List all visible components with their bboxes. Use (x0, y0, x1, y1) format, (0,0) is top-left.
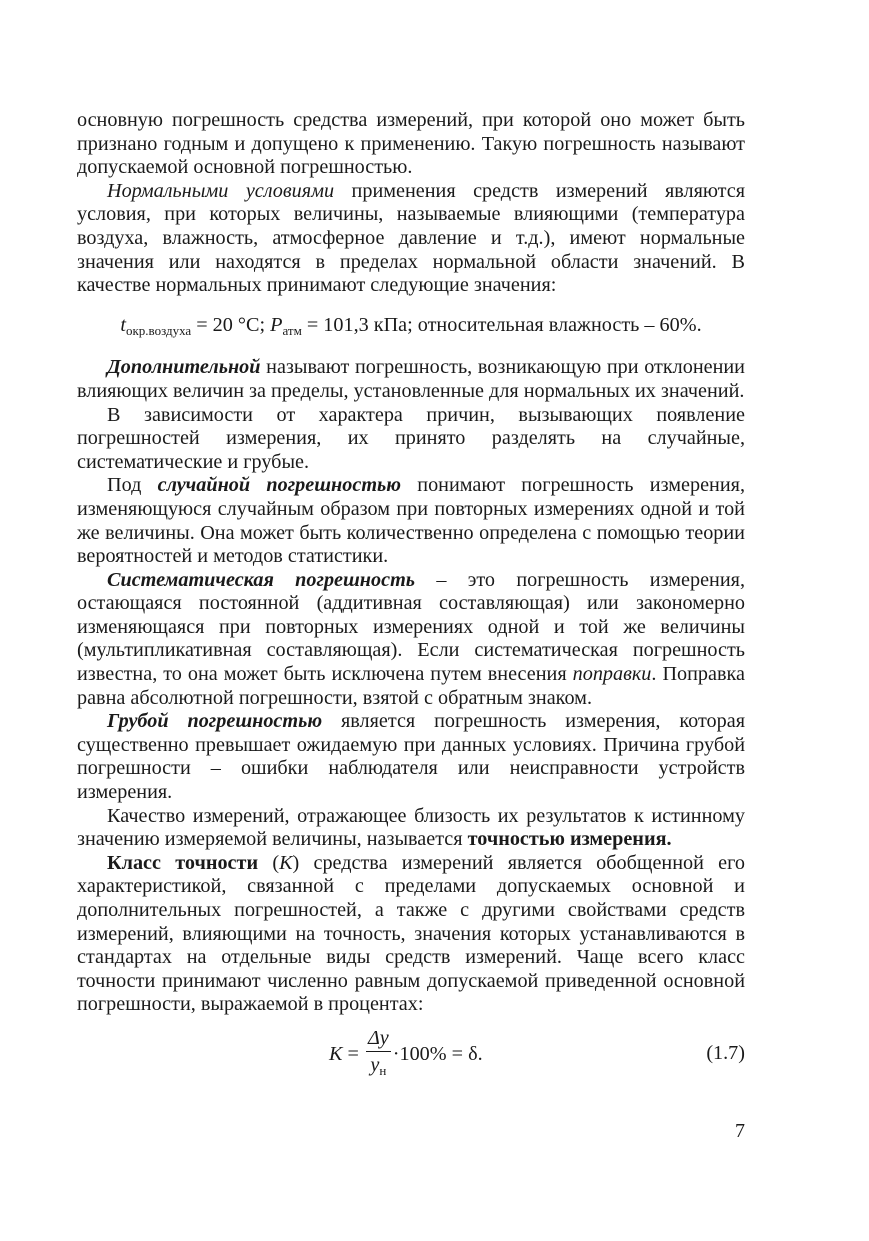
equation-number: (1.7) (706, 1041, 745, 1064)
term-additional: Дополнительной (107, 356, 261, 379)
p9-k: K (279, 851, 293, 874)
term-systematic-error: Систематическая погрешность (107, 568, 416, 591)
paragraph-accuracy-class (77, 852, 745, 1017)
body-text (77, 109, 745, 1083)
fraction-numerator (366, 1026, 391, 1052)
f2-den: y (370, 1054, 380, 1077)
f2-num: Δy (367, 1027, 389, 1050)
paragraph-random-error (77, 474, 745, 568)
p8-text: Качество измерений, отражающее близость их результатов к истинному значению измеряемой величины, называется (77, 804, 745, 851)
f1-p: P (270, 313, 283, 336)
formula-body (329, 1027, 483, 1083)
p7-text: является погрешность измерения, которая существенно превышает ожидаемую при данных условиях. Причина грубой погрешности – ошибки наблюдателя или неисправности устройств измерения. (77, 710, 745, 804)
p6-text: . Поправка равна абсолютной погрешности, взятой с обратным знаком. (77, 663, 745, 709)
f2-eq: = (342, 1043, 364, 1066)
paragraph-classification (77, 404, 745, 475)
p5-text: понимают погрешность измерения, изменяющуюся случайным образом при повторных измерениях одной и той же величины. Она может быть количественно определена с помощью теории вероятностей и методов статистики. (77, 474, 745, 568)
p5-pre: Под (107, 474, 158, 497)
f2-den-sub: н (379, 1063, 387, 1079)
p4-text: В зависимости от характера причин, вызывающих появление погрешностей измерения, их принято разделять на случайные, систематические и грубые. (77, 403, 745, 473)
p2-text: применения средств измерений являются условия, при которых величины, называемые влияющими (температура воздуха, влажность, атмосферное давление и т.д.), имеют нормальные значения или находятся в пределах нормальной области значений. В качестве нормальных принимают следующие значения: (77, 179, 745, 297)
f1-t: t (120, 313, 126, 336)
fraction-denominator (370, 1052, 386, 1083)
p9-text: ) средства измерений является обобщенной его характеристикой, связанной с пределами допускаемых основной и дополнительных погрешностей, а также с другими свойствами средств измерений, влияющими на точность, значения которых устанавливаются в стандартах на отдельные виды средств измерений. Чаще всего класс точности принимают численно равным допускаемой приведенной основной погрешности, выражаемой в процентах: (77, 851, 745, 1016)
p1-text: основную погрешность средства измерений, при которой оно может быть признано годным и допущено к применению. Такую погрешность называют допускаемой основной погрешностью. (77, 109, 745, 179)
f2-rhs: ·100% = δ. (392, 1043, 483, 1066)
paragraph-accuracy (77, 805, 745, 852)
term-normal-conditions: Нормальными условиями (107, 179, 335, 202)
f1-p-sub: атм (282, 322, 302, 338)
term-accuracy-class: Класс точности (107, 851, 259, 874)
term-accuracy: точностью измерения. (467, 828, 672, 851)
term-correction: поправки (572, 663, 652, 686)
term-random-error: случайной погрешностью (157, 474, 401, 497)
paragraph-normal-conditions (77, 180, 745, 298)
term-gross-error: Грубой погрешностью (107, 710, 323, 733)
page-number: 7 (735, 1120, 745, 1142)
f1-t-sub: окр.воздуха (125, 322, 192, 338)
p6-mid: – это погрешность измерения, остающаяся постоянной (аддитивная составляющая) или закономерно изменяющаяся при повторных измерениях одной и той же величины (мультипликативная составляющая). Если систематическая погрешность известна, то она может быть исключена путем внесения (77, 568, 745, 686)
paragraph-systematic-error (77, 569, 745, 711)
f1-p-val: = 101,3 кПа; относительная влажность – 60%. (301, 313, 702, 336)
formula-normal-values (77, 314, 745, 343)
paragraph-additional (77, 356, 745, 403)
p9-open: ( (258, 851, 280, 874)
formula-accuracy-class (77, 1027, 745, 1083)
p3-text: называют погрешность, возникающую при отклонении влияющих величин за пределы, установленные для нормальных их значений. (77, 356, 745, 402)
f2-lhs: K (329, 1043, 343, 1066)
f1-t-val: = 20 °C; (191, 313, 271, 336)
paragraph-1 (77, 109, 745, 180)
fraction (366, 1026, 391, 1083)
paragraph-gross-error (77, 710, 745, 804)
